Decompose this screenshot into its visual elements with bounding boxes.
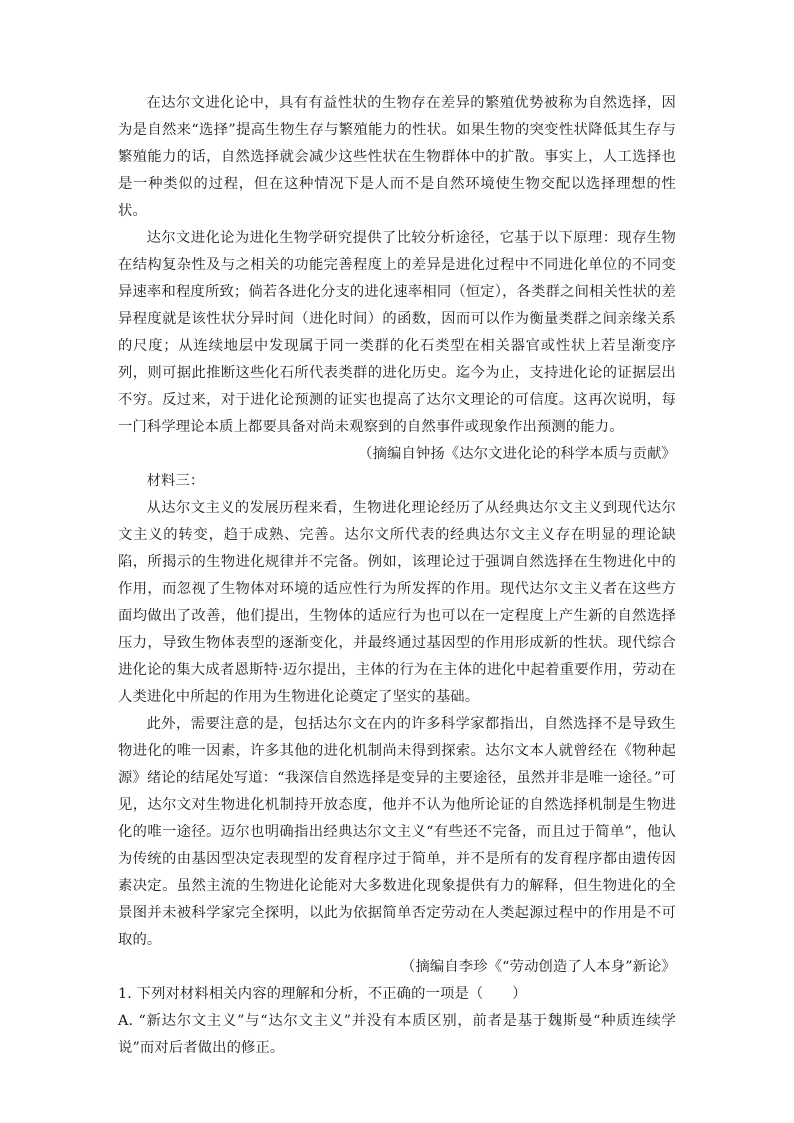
material-three-heading: 材料三： xyxy=(146,473,205,489)
option-a: A. “新达尔文主义”与“达尔文主义”并没有本质区别，前者是基于魏斯曼“种质连续学说”而对后者做出的修正。 xyxy=(118,1013,676,1056)
question-1: 1. 下列对材料相关内容的理解和分析，不正确的一项是（ ） xyxy=(118,986,527,1002)
paragraph-other-mechanisms: 此外，需要注意的是，包括达尔文在内的许多科学家都指出，自然选择不是导致生物进化的唯一因素，许多其他的进化机制尚未得到探索。达尔文本人就曾经在《物种起源》绪论的结尾处写道：“我深信自然选择是变异的主要途径，虽然并非是唯一途径。”可见，达尔文对生物进化机制持开放态度，他并不认为他所论证的自然选择机制是生物进化的唯一途径。迈尔也明确指出经典达尔文主义“有些还不完备，而且过于简单”，他认为传统的由基因型决定表现型的发育程序过于简单，并不是所有的发育程序都由遗传因素决定。虽然主流的生物进化论能对大多数进化现象提供有力的解释，但生物进化的全景图并未被科学家完全探明，以此为依据简单否定劳动在人类起源过程中的作用是不可取的。 xyxy=(118,716,676,948)
source-citation-2: （摘编自李珍《“劳动创造了人本身”新论》 xyxy=(401,959,676,975)
document-page xyxy=(118,90,676,1062)
paragraph-comparative-analysis: 达尔文进化论为进化生物学研究提供了比较分析途径，它基于以下原理：现存生物在结构复杂性及与之相关的功能完善程度上的差异是进化过程中不同进化单位的不同变异速率和程度所致；倘若各进化分支的进化速率相同（恒定），各类群之间相关性状的差异程度就是该性状分异时间（进化时间）的函数，因而可以作为衡量类群之间亲缘关系的尺度；从连续地层中发现属于同一类群的化石类型在相关器官或性状上若呈渐变序列，则可据此推断这些化石所代表类群的进化历史。迄今为止，支持进化论的证据层出不穷。反过来，对于进化论预测的证实也提高了达尔文理论的可信度。这再次说明，每一门科学理论本质上都要具备对尚未观察到的自然事件或现象作出预测的能力。 xyxy=(118,230,676,435)
paragraph-darwinism-development: 从达尔文主义的发展历程来看，生物进化理论经历了从经典达尔文主义到现代达尔文主义的转变，趋于成熟、完善。达尔文所代表的经典达尔文主义存在明显的理论缺陷，所揭示的生物进化规律并不完备。例如，该理论过于强调自然选择在生物进化中的作用，而忽视了生物体对环境的适应性行为所发挥的作用。现代达尔文主义者在这些方面均做出了改善，他们提出，生物体的适应行为也可以在一定程度上产生新的自然选择压力，导致生物体表型的逐渐变化，并最终通过基因型的作用形成新的性状。现代综合进化论的集大成者恩斯特·迈尔提出，主体的行为在主体的进化中起着重要作用，劳动在人类进化中所起的作用为生物进化论奠定了坚实的基础。 xyxy=(118,500,676,705)
source-citation-1: （摘编自钟扬《达尔文进化论的科学本质与贡献》 xyxy=(358,446,676,462)
paragraph-natural-selection: 在达尔文进化论中，具有有益性状的生物存在差异的繁殖优势被称为自然选择，因为是自然来“选择”提高生物生存与繁殖能力的性状。如果生物的突变性状降低其生存与繁殖能力的话，自然选择就会减少这些性状在生物群体中的扩散。事实上，人工选择也是一种类似的过程，但在这种情况下是人而不是自然环境使生物交配以选择理想的性状。 xyxy=(118,95,676,219)
